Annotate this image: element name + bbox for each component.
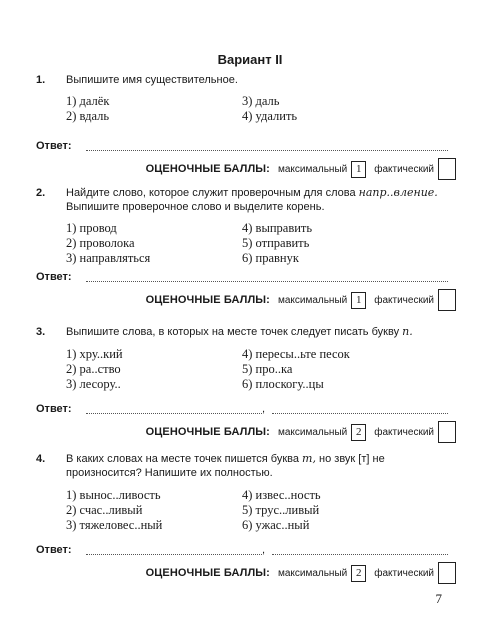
max-score-box: 2 — [351, 424, 366, 441]
option: 6) ужас..ный — [242, 518, 310, 532]
max-score-box: 1 — [351, 292, 366, 309]
option: 1) выноc..ливость — [66, 488, 161, 502]
answer-field-1[interactable] — [86, 554, 262, 555]
answer-separator: , — [262, 403, 266, 415]
score-row — [36, 158, 456, 180]
option: 5) отправить — [242, 236, 310, 250]
actual-score-label: фактический — [374, 567, 434, 579]
option: 4) извес..ность — [242, 488, 321, 502]
question-2 — [36, 186, 456, 311]
option: 3) лесору.. — [66, 377, 121, 391]
variant-title: Вариант II — [217, 52, 283, 67]
answer-line — [36, 403, 456, 417]
actual-score-box[interactable] — [438, 421, 456, 443]
question-4 — [36, 452, 456, 584]
answer-field-1[interactable] — [86, 413, 262, 414]
option: 3) тяжеловес..ный — [66, 518, 163, 532]
question-number: 3. — [36, 326, 46, 338]
option: 2) ра..ство — [66, 362, 121, 376]
actual-score-box[interactable] — [438, 562, 456, 584]
options-list — [66, 347, 456, 395]
option: 4) выправить — [242, 221, 313, 235]
score-row — [36, 562, 456, 584]
answer-label: Ответ: — [36, 544, 72, 556]
score-row — [36, 289, 456, 311]
score-caption: ОЦЕНОЧНЫЕ БАЛЛЫ: — [145, 567, 270, 579]
answer-label: Ответ: — [36, 403, 72, 415]
max-score-label: максимальный — [277, 163, 348, 175]
question-text: Выпишите слова, в которых на месте точек следует писать букву п. — [66, 325, 413, 338]
answer-line — [36, 140, 456, 154]
option: 2) вдаль — [66, 109, 110, 123]
answer-separator: , — [262, 544, 266, 556]
question-1 — [36, 73, 456, 180]
option: 2) проволока — [66, 236, 135, 250]
question-number: 1. — [36, 74, 46, 86]
question-number: 2. — [36, 187, 46, 199]
actual-score-label: фактический — [374, 163, 434, 175]
answer-label: Ответ: — [36, 140, 72, 152]
answer-line — [36, 271, 456, 285]
option: 1) хру..кий — [66, 347, 123, 361]
score-caption: ОЦЕНОЧНЫЕ БАЛЛЫ: — [145, 426, 270, 438]
page-number: 7 — [435, 591, 442, 606]
question-text: В каких словах на месте точек пишется буква т, но звук [т] не произносится? Напишите их полностью. — [66, 452, 385, 479]
max-score-label: максимальный — [277, 426, 348, 438]
answer-field-2[interactable] — [272, 554, 448, 555]
question-number: 4. — [36, 453, 46, 465]
options-list — [66, 94, 456, 126]
option: 1) далёк — [66, 94, 110, 108]
score-caption: ОЦЕНОЧНЫЕ БАЛЛЫ: — [145, 163, 270, 175]
question-text: Найдите слово, которое служит проверочным для слова напр..вление. Выпишите проверочное слово и выделите корень. — [66, 186, 438, 213]
score-row — [36, 421, 456, 443]
actual-score-box[interactable] — [438, 158, 456, 180]
max-score-box: 2 — [351, 565, 366, 582]
options-list — [66, 488, 456, 536]
option: 3) даль — [242, 94, 280, 108]
option: 5) про..ка — [242, 362, 293, 376]
max-score-box: 1 — [351, 161, 366, 178]
actual-score-box[interactable] — [438, 289, 456, 311]
answer-field[interactable] — [86, 281, 448, 282]
question-3 — [36, 325, 456, 443]
option: 5) трус..ливый — [242, 503, 320, 517]
option: 4) пересы..ьте песок — [242, 347, 350, 361]
actual-score-label: фактический — [374, 294, 434, 306]
max-score-label: максимальный — [277, 567, 348, 579]
answer-line — [36, 544, 456, 558]
option: 3) направляться — [66, 251, 151, 265]
options-list — [66, 221, 456, 269]
answer-label: Ответ: — [36, 271, 72, 283]
option: 1) провод — [66, 221, 117, 235]
option: 4) удалить — [242, 109, 298, 123]
max-score-label: максимальный — [277, 294, 348, 306]
option: 2) счас..ливый — [66, 503, 143, 517]
option: 6) плоскогу..цы — [242, 377, 324, 391]
score-caption: ОЦЕНОЧНЫЕ БАЛЛЫ: — [145, 294, 270, 306]
question-text: Выпишите имя существительное. — [66, 74, 238, 86]
actual-score-label: фактический — [374, 426, 434, 438]
option: 6) правнук — [242, 251, 299, 265]
answer-field-2[interactable] — [272, 413, 448, 414]
answer-field[interactable] — [86, 150, 448, 151]
